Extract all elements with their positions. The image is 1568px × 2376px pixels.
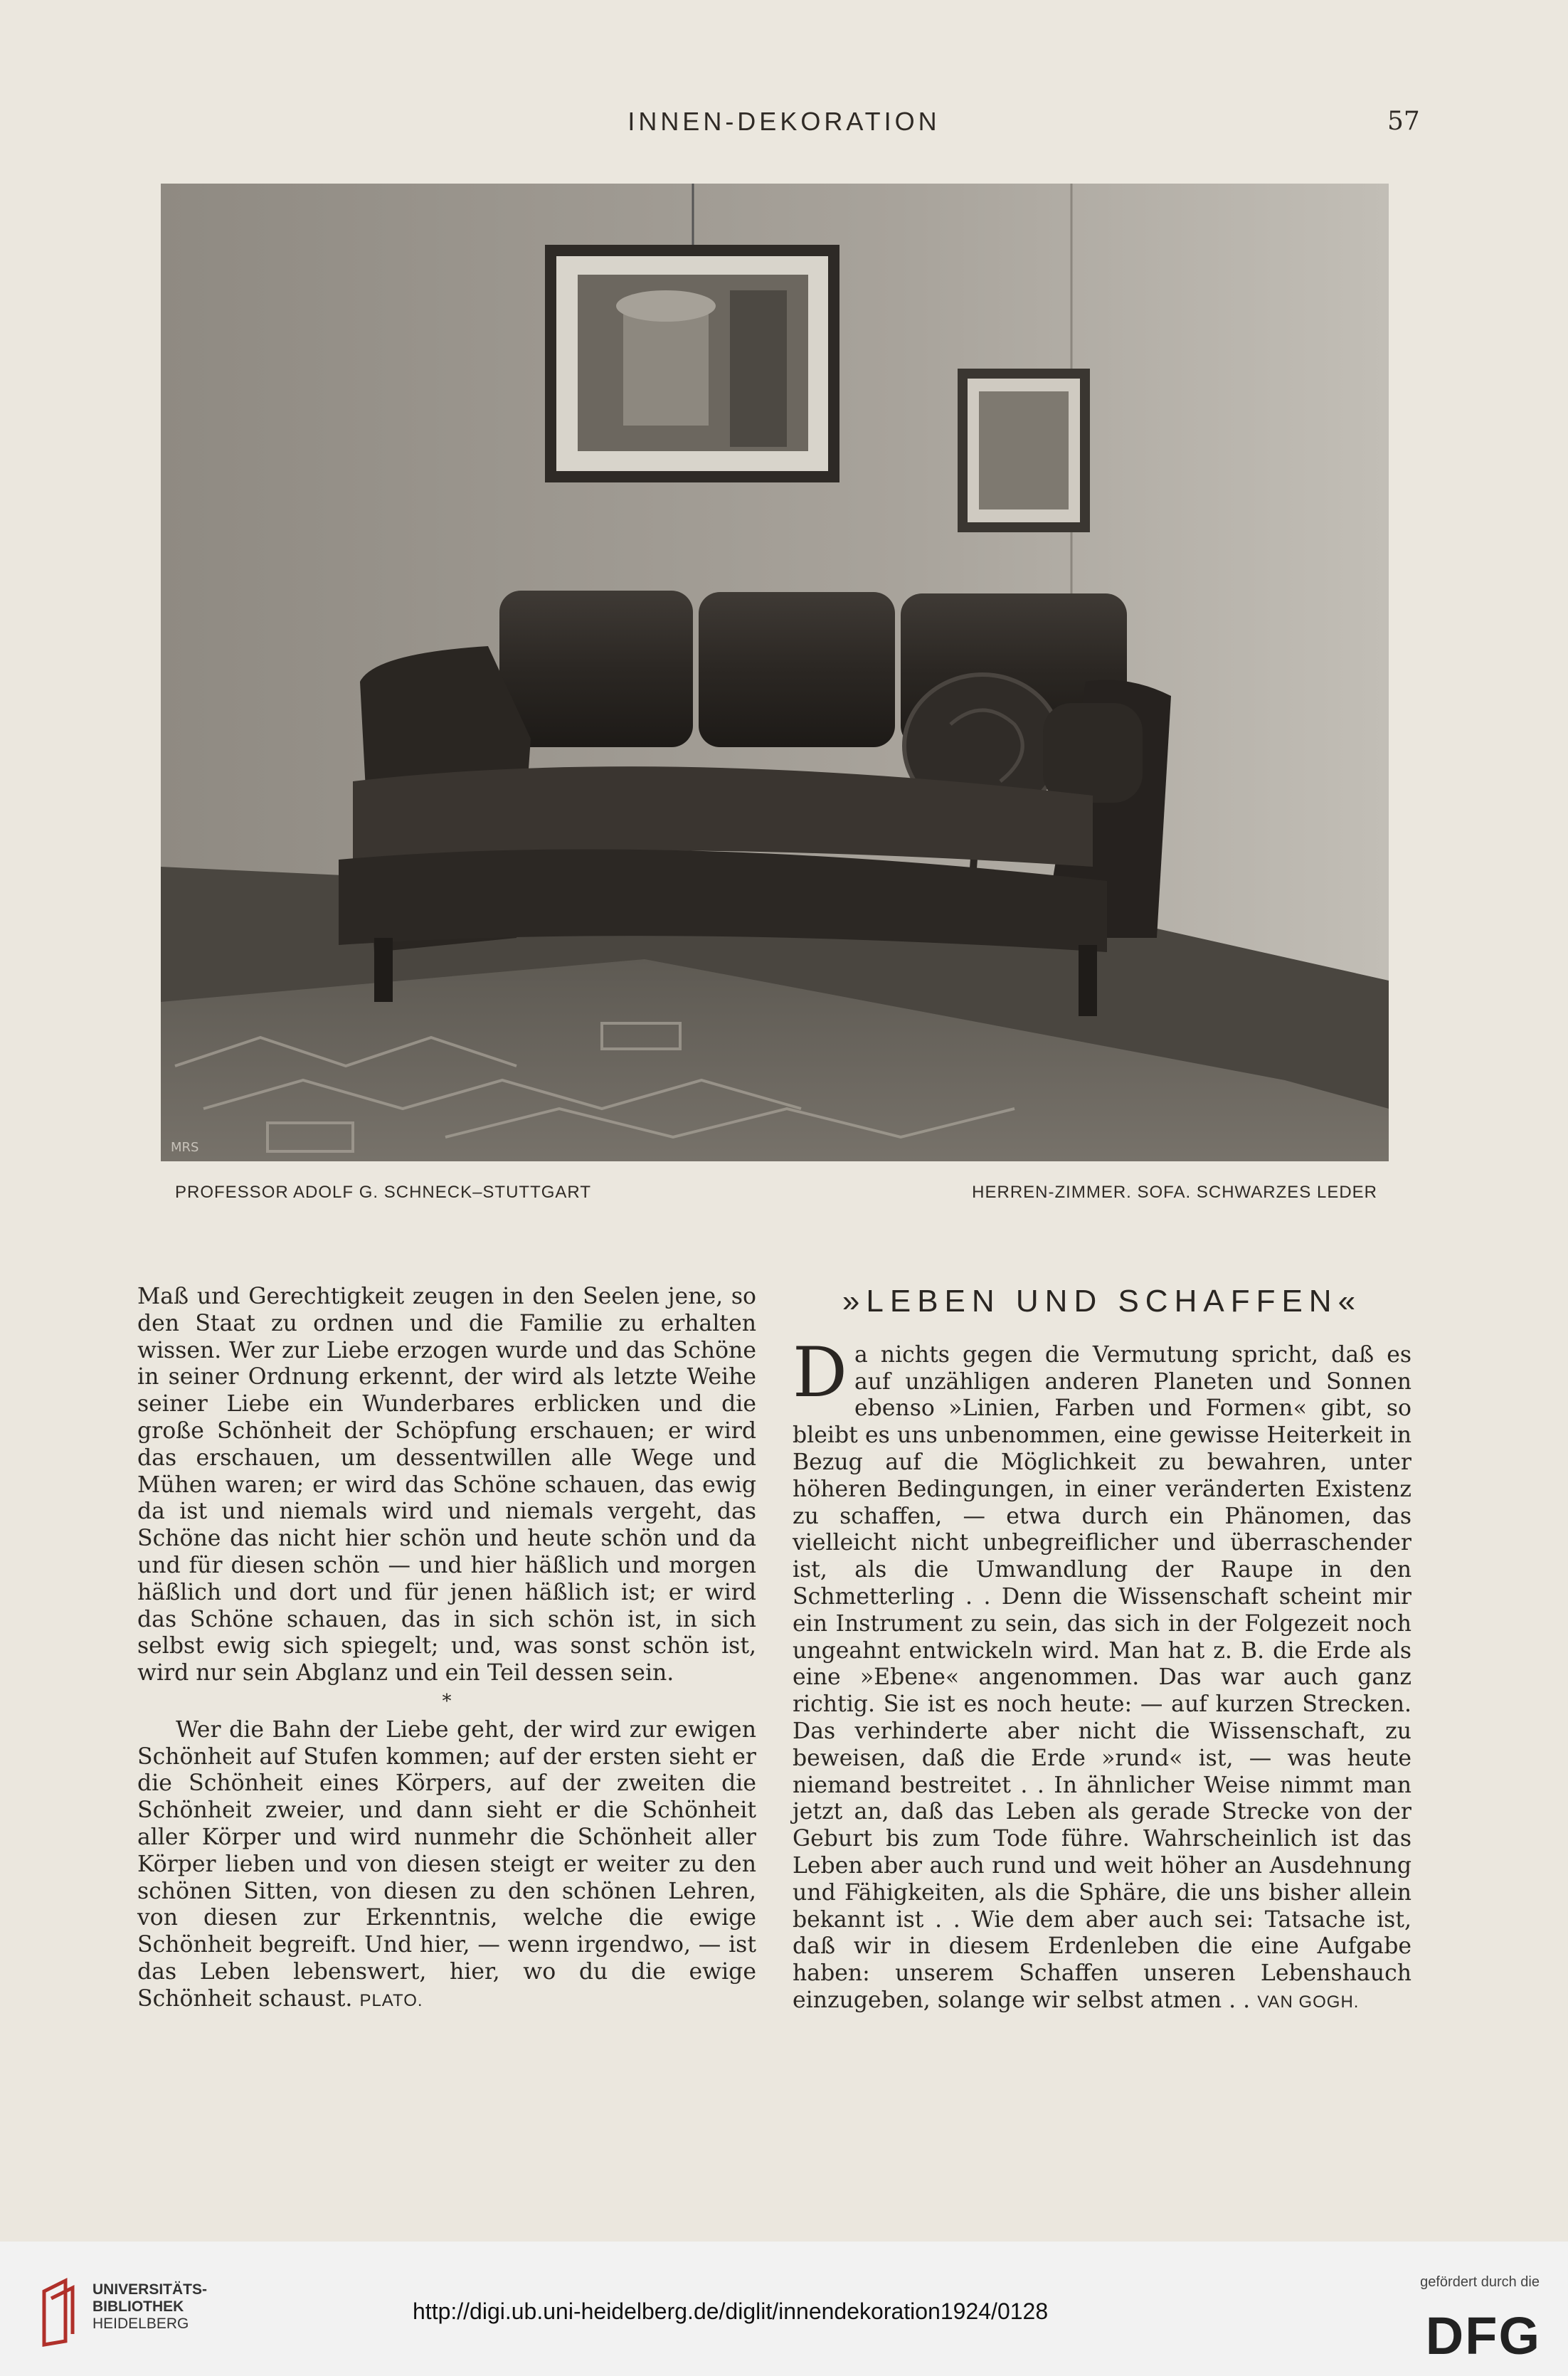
library-name bbox=[92, 2281, 207, 2333]
photo-signature: MRS bbox=[171, 1140, 199, 1155]
source-url-link[interactable]: http://digi.ub.uni-heidelberg.de/diglit/innendekoration1924/0128 bbox=[413, 2298, 1049, 2324]
library-name-line3: HEIDELBERG bbox=[92, 2316, 189, 2332]
van-gogh-paragraph bbox=[793, 1332, 1411, 2016]
section-separator: * bbox=[442, 1690, 452, 1712]
plato-paragraph-2 bbox=[137, 1717, 756, 2015]
left-column bbox=[137, 1284, 756, 2015]
article-title: »LEBEN UND SCHAFFEN« bbox=[842, 1284, 1362, 1319]
sponsor-text: gefördert durch die bbox=[1420, 2274, 1540, 2290]
library-name-line1: UNIVERSITÄTS- bbox=[92, 2281, 208, 2298]
library-logo-icon bbox=[37, 2277, 80, 2348]
author-van-gogh: VAN GOGH. bbox=[1257, 1992, 1360, 2012]
drop-cap: D bbox=[793, 1332, 847, 1413]
page-number: 57 bbox=[1387, 107, 1420, 136]
digitization-footer bbox=[0, 2242, 1568, 2376]
library-name-line2: BIBLIOTHEK bbox=[92, 2298, 184, 2315]
plato-paragraph-2-text: Wer die Bahn der Liebe geht, der wird zur ewigen Schönheit auf Stufen kommen; auf der ersten sieht er die Schönheit eines Körpers, auf der zweiten die Schönheit zweier, und dann sieht er die Schönheit aller Körper und wird nunmehr die Schönheit aller Körper lieben und von diesen steigt er weiter zu den schönen Sitten, von diesen zu den schönen Lehren, von diesen zur Erkenntnis, welche die ewige Schönheit begreift. Und hier, — wenn irgendwo, — ist das Leben lebenswert, hier, wo du die ewige Schönheit schaust. bbox=[137, 1716, 756, 2012]
caption-description: HERREN-ZIMMER. SOFA. SCHWARZES LEDER bbox=[972, 1183, 1377, 1202]
plato-paragraph-1: Maß und Gerechtigkeit zeugen in den Seelen jene, so den Staat zu ordnen und die Familie zu erhalten wissen. Wer zur Liebe erzogen wurde und das Schöne in seiner Ordnung erkennt, der wird als letzte Weihe seiner Liebe ein Wunderbares erblicken und die große Schönheit der Schöpfung erschauen; er wird das erschauen, um dessentwillen alle Wege und Mühen waren; er wird das Schöne schauen, das ewig da ist und niemals wird und niemals vergeht, das Schöne das nicht hier schön und heute schön und da und für diesen schön — und hier häßlich und morgen häßlich und dort und für jenen häßlich ist; er wird das Schöne schauen, das in sich schön ist, in sich selbst ewig sich spiegelt; und, was sonst schön ist, wird nur sein Abglanz und ein Teil dessen sein. bbox=[137, 1284, 756, 1686]
author-plato: PLATO. bbox=[359, 1990, 423, 2010]
sofa-photo-illustration bbox=[161, 184, 1389, 1161]
van-gogh-text: a nichts gegen die Vermutung spricht, daß es auf unzähligen anderen Planeten und Sonnen ebenso »Linien, Farben und Formen« gibt, so bleibt es uns unbenommen, eine gewisse Heiterkeit in Bezug auf die Möglichkeit zu bewahren, unter höheren Bedingungen, in einer veränderten Existenz zu schaffen, — etwa durch ein Phänomen, das vielleicht nicht unbegreiflicher und überraschender ist, als die Umwandlung der Raupe in den Schmetterling . . Denn die Wissenschaft scheint mir ein Instrument zu sein, das sich in der Folgezeit noch ungeahnt entwickeln wird. Man hat z. B. die Erde als eine »Ebene« angenommen. Das war auch ganz richtig. Sie ist es noch heute: — auf kurzen Strecken. Das verhinderte aber nicht die Wissenschaft, zu beweisen, daß die Erde »rund« ist, — was heute niemand bestreitet . . In ähnlicher Weise nimmt man jetzt an, daß das Leben als gerade Strecke von der Geburt bis zum Tode führe. Wahrscheinlich ist das Leben aber auch rund und weit höher an Ausdehnung und Fähigkeiten, als die Sphäre, die uns bisher allein bekannt ist . . Wie dem aber auch sei: Tatsache ist, daß wir in diesem Erdenleben die eine Aufgabe haben: unserem Schaffen unseren Lebenshauch einzugeben, solange wir selbst atmen . . bbox=[793, 1341, 1411, 2013]
right-column bbox=[793, 1284, 1411, 2016]
dfg-logo: DFG bbox=[1425, 2306, 1541, 2365]
running-head: INNEN-DEKORATION bbox=[627, 107, 941, 136]
sofa-photograph bbox=[161, 184, 1389, 1161]
caption-photographer: PROFESSOR ADOLF G. SCHNECK–STUTTGART bbox=[175, 1183, 591, 1202]
